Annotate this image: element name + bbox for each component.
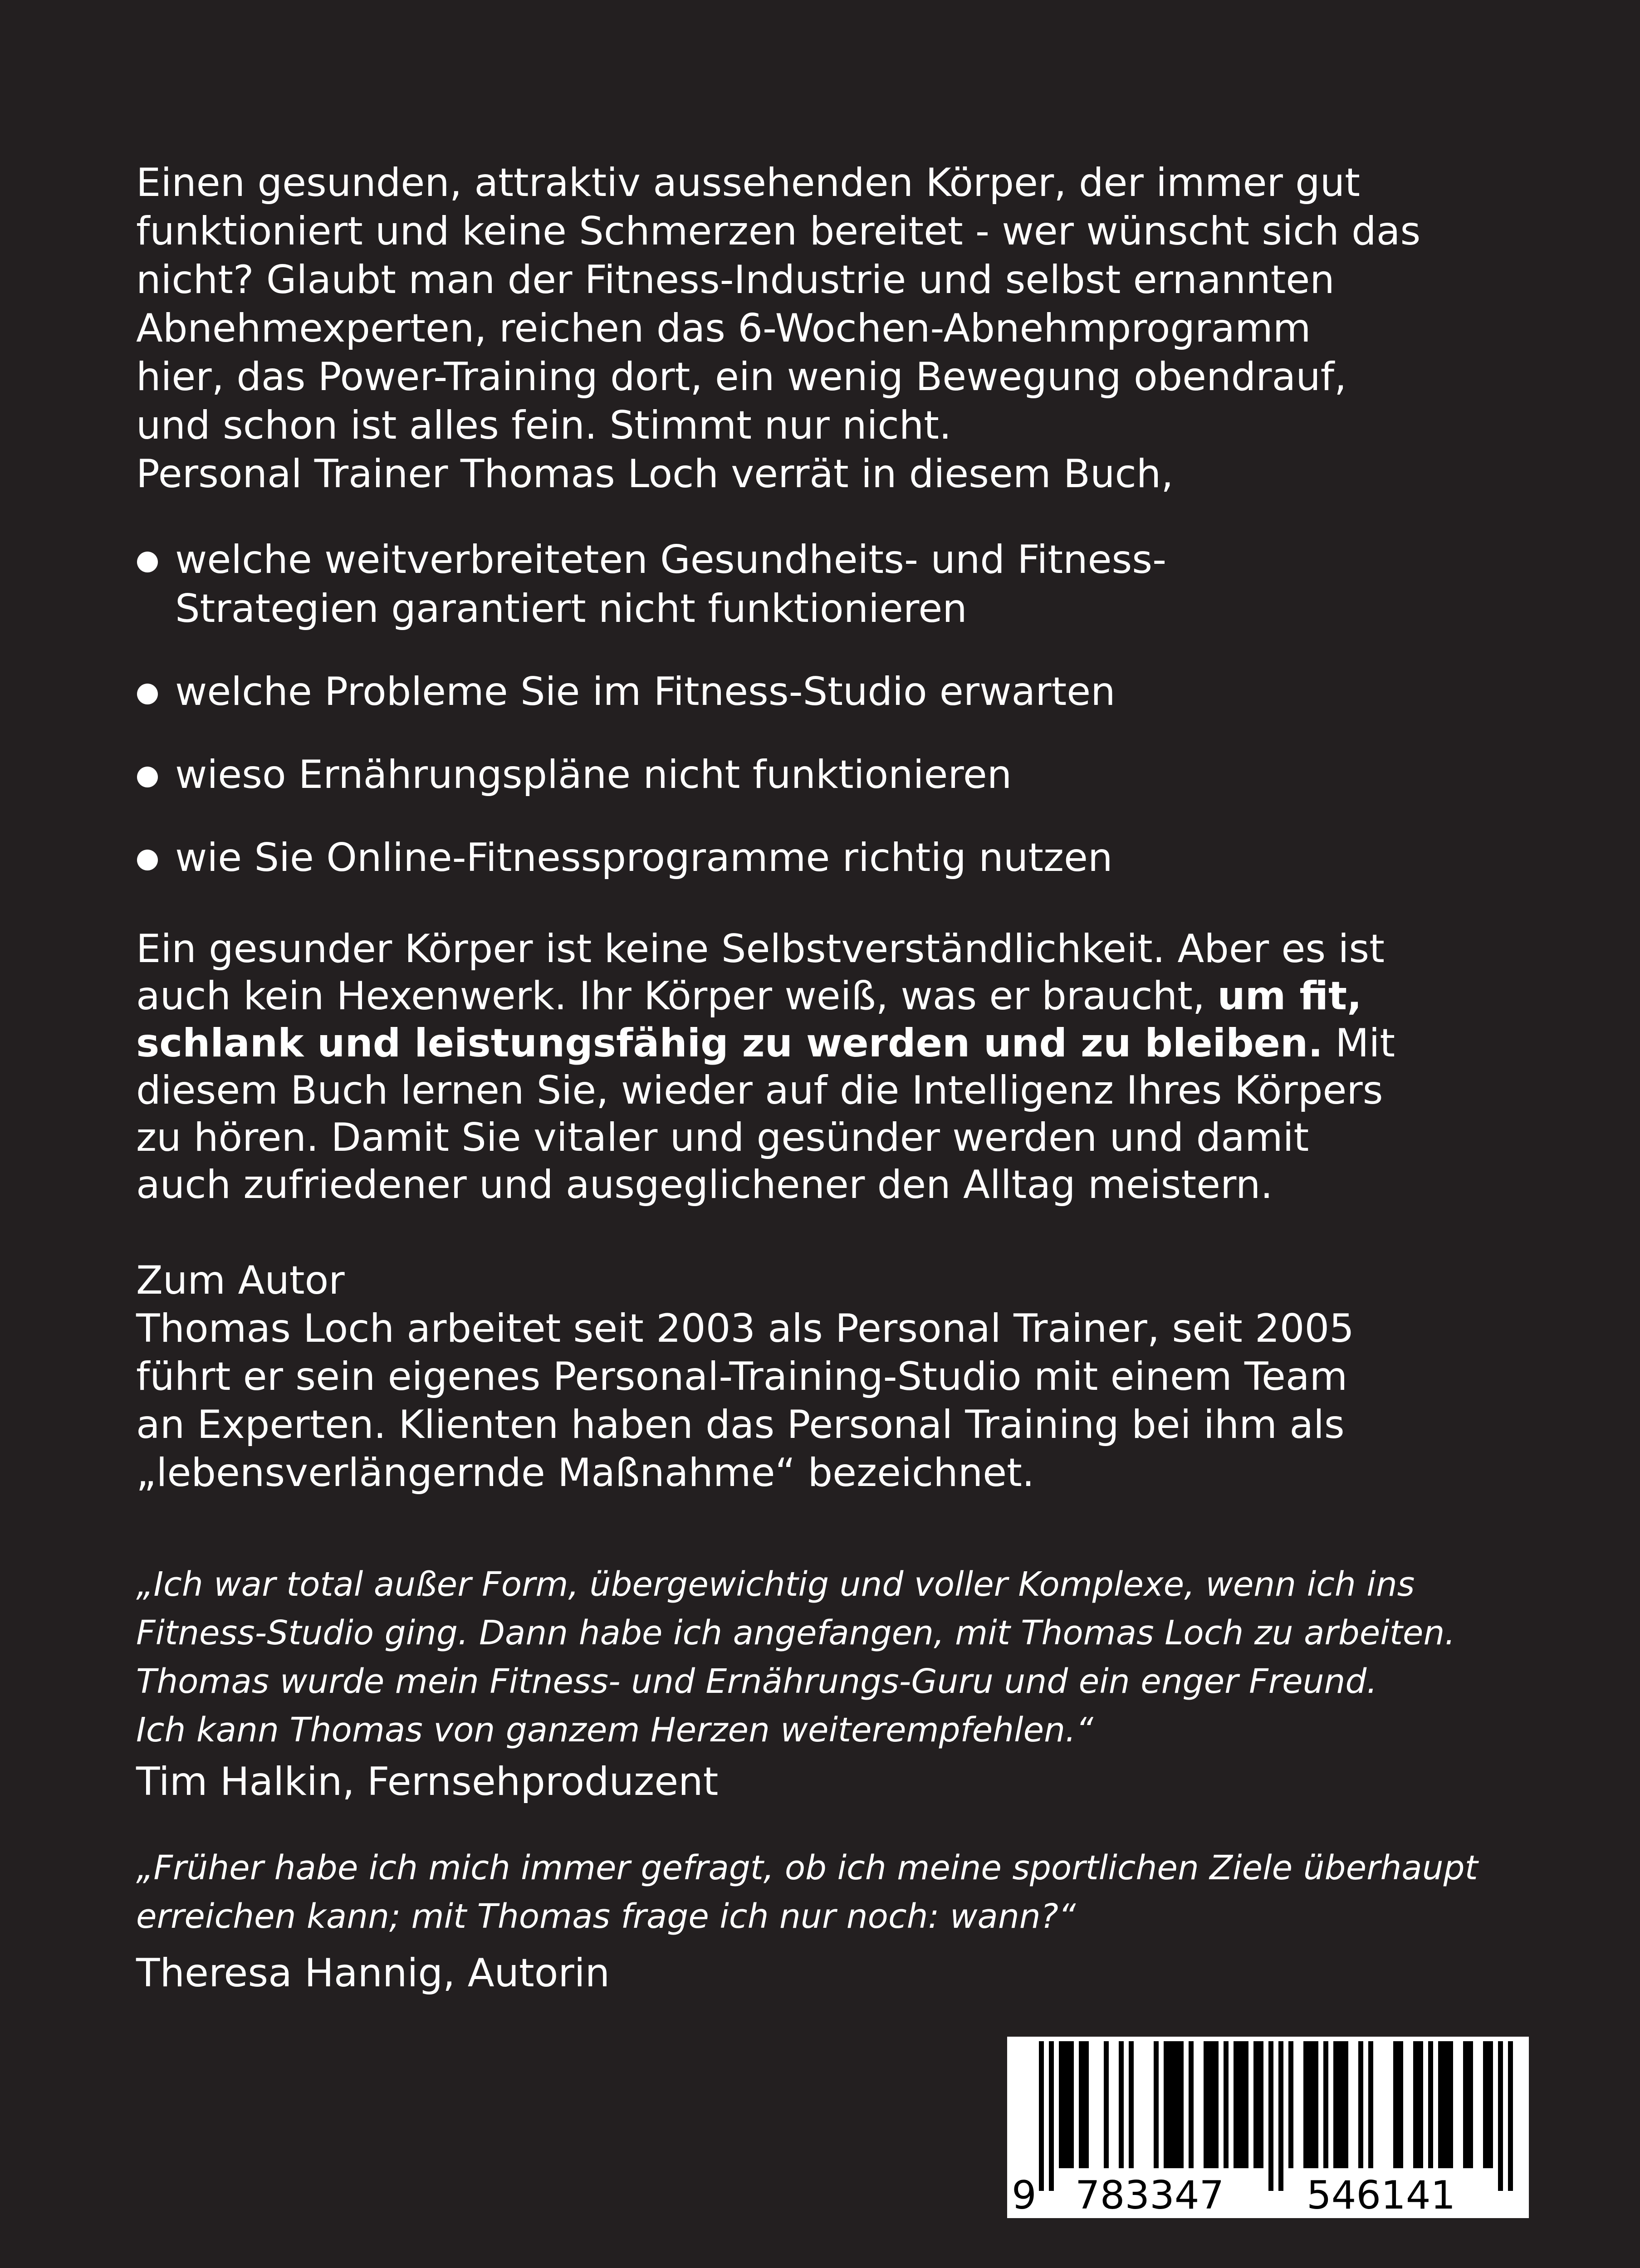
barcode-bar bbox=[1258, 2041, 1263, 2168]
list-item bbox=[136, 535, 1542, 633]
author-heading: Zum Autor bbox=[136, 1258, 345, 1303]
author-section bbox=[136, 1256, 1520, 1497]
author-line: „lebensverlängernde Maßnahme“ bezeichnet. bbox=[136, 1450, 1035, 1496]
barcode-bar bbox=[1508, 2041, 1513, 2191]
barcode-digit-group: 546141 bbox=[1307, 2173, 1456, 2218]
barcode-bar bbox=[1483, 2041, 1488, 2168]
barcode-bar bbox=[1104, 2041, 1109, 2168]
intro-line: und schon ist alles fein. Stimmt nur nicht. bbox=[136, 403, 952, 448]
paragraph-line: zu hören. Damit Sie vitaler und gesünder werden und damit bbox=[136, 1115, 1309, 1160]
paragraph-line: Ein gesunder Körper ist keine Selbstverständlichkeit. Aber es ist bbox=[136, 926, 1385, 972]
quote-line: Thomas wurde mein Fitness- und Ernährungs-Guru und ein enger Freund. bbox=[136, 1662, 1377, 1701]
barcode-bar bbox=[1164, 2041, 1169, 2168]
list-item-text: wieso Ernährungspläne nicht funktionieren bbox=[175, 752, 1012, 797]
barcode-bar bbox=[1343, 2041, 1348, 2168]
paragraph-line bbox=[136, 1020, 1520, 1067]
isbn-barcode bbox=[1007, 2037, 1529, 2218]
barcode-bar bbox=[1313, 2041, 1318, 2168]
barcode-bar bbox=[1234, 2041, 1239, 2168]
intro-paragraph bbox=[136, 159, 1520, 499]
barcode-bar bbox=[1443, 2041, 1448, 2168]
testimonial-attribution: Tim Halkin, Fernsehproduzent bbox=[136, 1759, 719, 1804]
testimonial-quote bbox=[136, 1844, 1520, 1941]
list-item bbox=[136, 833, 1542, 882]
barcode-bar bbox=[1084, 2041, 1089, 2168]
bullet-dot-icon bbox=[137, 767, 158, 787]
barcode-bar bbox=[1174, 2041, 1179, 2168]
list-item bbox=[136, 667, 1542, 716]
list-item-text: Strategien garantiert nicht funktionieren bbox=[175, 586, 967, 631]
barcode-bar bbox=[1393, 2041, 1398, 2168]
barcode-bar bbox=[1288, 2041, 1293, 2168]
description-paragraph bbox=[136, 925, 1520, 1208]
quote-line: „Früher habe ich mich immer gefragt, ob ich meine sportlichen Ziele überhaupt bbox=[136, 1848, 1478, 1887]
barcode-bar bbox=[1079, 2041, 1084, 2168]
list-item-text: welche weitverbreiteten Gesundheits- und Fitness- bbox=[175, 537, 1167, 582]
barcode-bar bbox=[1268, 2041, 1273, 2191]
quote-line: erreichen kann; mit Thomas frage ich nur noch: wann?“ bbox=[136, 1897, 1076, 1936]
barcode-bar bbox=[1059, 2041, 1064, 2168]
barcode-bar bbox=[1224, 2041, 1229, 2168]
list-item bbox=[136, 750, 1542, 799]
barcode-bar bbox=[1498, 2041, 1503, 2191]
barcode-bar bbox=[1358, 2041, 1363, 2168]
barcode-bar bbox=[1338, 2041, 1343, 2168]
intro-line: funktioniert und keine Schmerzen bereitet - wer wünscht sich das bbox=[136, 209, 1421, 254]
bullet-dot-icon bbox=[137, 850, 158, 870]
list-item-text: wie Sie Online-Fitnessprogramme richtig nutzen bbox=[175, 835, 1113, 880]
barcode-bar bbox=[1049, 2041, 1054, 2191]
barcode-bar bbox=[1418, 2041, 1423, 2168]
paragraph-line: auch zufriedener und ausgeglichener den Alltag meistern. bbox=[136, 1162, 1273, 1207]
barcode-bar bbox=[1308, 2041, 1313, 2168]
list-item-text: welche Probleme Sie im Fitness-Studio erwarten bbox=[175, 669, 1116, 714]
barcode-bar bbox=[1278, 2041, 1283, 2191]
paragraph-text: auch kein Hexenwerk. Ihr Körper weiß, was er braucht, bbox=[136, 973, 1218, 1019]
barcode-bar bbox=[1039, 2041, 1044, 2191]
intro-line: Einen gesunden, attraktiv aussehenden Körper, der immer gut bbox=[136, 160, 1360, 205]
barcode-bar bbox=[1413, 2041, 1418, 2168]
barcode-bar bbox=[1253, 2041, 1258, 2168]
author-line: an Experten. Klienten haben das Personal Training bei ihm als bbox=[136, 1402, 1345, 1447]
barcode-bar bbox=[1368, 2041, 1373, 2168]
quote-line: Ich kann Thomas von ganzem Herzen weiterempfehlen.“ bbox=[136, 1711, 1093, 1750]
quote-line: „Ich war total außer Form, übergewichtig und voller Komplexe, wenn ich ins bbox=[136, 1565, 1415, 1604]
barcode-bar bbox=[1428, 2041, 1433, 2168]
barcode-bar bbox=[1463, 2041, 1468, 2168]
barcode-bar bbox=[1064, 2041, 1069, 2168]
bullet-dot-icon bbox=[137, 552, 158, 572]
intro-line: Personal Trainer Thomas Loch verrät in diesem Buch, bbox=[136, 451, 1174, 497]
barcode-bar bbox=[1303, 2041, 1308, 2168]
quote-line: Fitness-Studio ging. Dann habe ich angefangen, mit Thomas Loch zu arbeiten. bbox=[136, 1613, 1455, 1652]
author-line: führt er sein eigenes Personal-Training-Studio mit einem Team bbox=[136, 1354, 1348, 1399]
barcode-bar bbox=[1204, 2041, 1209, 2168]
barcode-bar bbox=[1333, 2041, 1338, 2168]
intro-line: hier, das Power-Training dort, ein wenig Bewegung obendrauf, bbox=[136, 354, 1347, 400]
barcode-bar bbox=[1438, 2041, 1443, 2168]
author-line: Thomas Loch arbeitet seit 2003 als Personal Trainer, seit 2005 bbox=[136, 1306, 1354, 1351]
bullet-dot-icon bbox=[137, 684, 158, 704]
testimonial-quote bbox=[136, 1560, 1520, 1755]
paragraph-text: Mit bbox=[1322, 1021, 1395, 1066]
emphasis-text: schlank und leistungsfähig zu werden und zu bleiben. bbox=[136, 1021, 1323, 1066]
barcode-bar bbox=[1189, 2041, 1194, 2168]
barcode-bar bbox=[1119, 2041, 1124, 2168]
barcode-digit-first: 9 bbox=[1012, 2173, 1037, 2218]
testimonial-attribution: Theresa Hannig, Autorin bbox=[136, 1950, 610, 1996]
barcode-digit-group: 783347 bbox=[1075, 2173, 1224, 2218]
intro-line: nicht? Glaubt man der Fitness-Industrie und selbst ernannten bbox=[136, 257, 1335, 303]
paragraph-line: diesem Buch lernen Sie, wieder auf die Intelligenz Ihres Körpers bbox=[136, 1068, 1383, 1113]
barcode-bar bbox=[1129, 2041, 1134, 2168]
barcode-bar bbox=[1179, 2041, 1184, 2168]
barcode-bar bbox=[1154, 2041, 1159, 2168]
intro-line: Abnehmexperten, reichen das 6-Wochen-Abnehmprogramm bbox=[136, 306, 1311, 351]
barcode-bar bbox=[1169, 2041, 1174, 2168]
barcode-bar bbox=[1488, 2041, 1493, 2168]
barcode-bar bbox=[1243, 2041, 1248, 2168]
barcode-bar bbox=[1398, 2041, 1403, 2168]
barcode-bar bbox=[1468, 2041, 1473, 2168]
paragraph-line bbox=[136, 973, 1520, 1020]
feature-list bbox=[136, 535, 1542, 916]
barcode-bar bbox=[1323, 2041, 1328, 2168]
barcode-bar bbox=[1239, 2041, 1243, 2168]
barcode-bar bbox=[1209, 2041, 1214, 2168]
emphasis-text: um fit, bbox=[1217, 973, 1362, 1019]
barcode-bar bbox=[1214, 2041, 1219, 2168]
barcode-bar bbox=[1448, 2041, 1453, 2168]
barcode-bar bbox=[1069, 2041, 1074, 2168]
